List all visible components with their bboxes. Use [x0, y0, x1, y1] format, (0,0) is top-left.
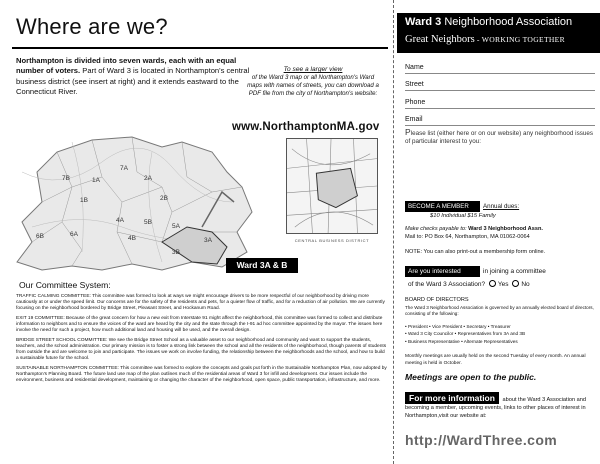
- issues-prompt-text: lease list (either here or on our website) any neighborhood issues of particular interest to you:: [405, 130, 594, 146]
- more-info-text: about the Ward 3 Association and becoming a member, upcoming events, links to other places of interest in Northampton,visit our website at:: [405, 397, 586, 420]
- ward-map: [12, 132, 257, 272]
- online-form-note: NOTE: You can also print-out a membership form online.: [405, 249, 546, 255]
- map-label-3b: 3B: [172, 249, 180, 256]
- no-label: No: [521, 281, 530, 288]
- membership-form: [397, 0, 600, 464]
- see-larger-body: of the Ward 3 map or all Northampton's Ward maps with names of streets, you can download a PDF file from the city of Northampton's website:: [247, 74, 379, 97]
- yes-checkbox[interactable]: [489, 280, 496, 287]
- street-label: Street: [405, 81, 424, 88]
- mail-to: Mail to: PO Box 64, Northampton, MA 01062-0064: [405, 234, 530, 240]
- email-label: Email: [405, 116, 423, 123]
- meetings-info: Monthly meetings are usually held on the second Tuesday of every month. An annual meeting is held in October.: [405, 354, 586, 366]
- ward-label: Ward 3: [405, 16, 442, 28]
- more-info-banner: For more information: [405, 392, 499, 404]
- committee-heading: Our Committee System:: [19, 280, 111, 290]
- name-field[interactable]: [405, 62, 595, 74]
- committee-interest: [405, 266, 595, 291]
- inset-caption: CENTRAL BUSINESS DISTRICT: [294, 238, 370, 243]
- great-neighbors: Great Neighbors: [405, 34, 475, 45]
- board-roles-row-3: • Business Representative • Alternate Representatives: [405, 338, 518, 344]
- map-label-6b: 6B: [36, 233, 44, 240]
- see-larger-title: To see a larger view: [283, 66, 343, 73]
- intro-bold: Northampton is divided into seven wards, each with an equal number of voters.: [16, 56, 237, 76]
- map-label-2b: 2B: [160, 195, 168, 202]
- board-description: The Ward 3 Neighborhood Association is governed by an annually elected board of directors, consisting of the following:: [405, 305, 594, 317]
- committee-system: [16, 280, 388, 388]
- city-website-link[interactable]: www.NorthamptonMA.gov: [232, 121, 380, 133]
- committee-traffic: TRAFFIC CALMING COMMITTEE: This committee was formed to look at ways we might encourage drivers to be more respectful of our neighborhood by driving more cautiously at or under the speed limit. Our concerns are for the safety of the residents and pets, for a quieter flow of traffic, and for a reduction of air pollution. We are currently focusing on the neighborhood bordered by Bridge Street, Pleasant Street, and Hockanum Road.: [16, 294, 385, 312]
- map-label-1a: 1A: [92, 177, 100, 184]
- committee-school: BRIDGE STREET SCHOOL COMMITTEE: We see the Bridge Street School as a valuable asset to our neighborhood and community and want to support the students, teachers, and the school administration. Our primary mission is to foster a strong link between the school and all the residents of the neighborhood, though parents of students from outside the ard are welcome to join and participate. The issues we work on involve funding, the relationship between the neighborhoods and the school, and how to build a sustainable future for the school.: [16, 337, 387, 362]
- street-field[interactable]: [405, 79, 595, 91]
- board-heading: BOARD OF DIRECTORS: [405, 297, 469, 303]
- business-district-inset-map: [286, 138, 378, 234]
- board-roles-row-1: • President • Vice President • Secretary • Treasurer: [405, 324, 511, 329]
- interest-banner: Are you interested: [405, 266, 480, 277]
- map-label-7b: 7B: [62, 175, 70, 182]
- perforation-line: [393, 0, 394, 464]
- payment-info: [405, 225, 595, 241]
- working-together: - WORKING TOGETHER: [474, 35, 565, 44]
- map-label-4b: 4B: [128, 235, 136, 242]
- map-label-5b: 5B: [144, 219, 152, 226]
- membership-fees: $10 Individual $15 Family: [430, 213, 496, 219]
- association-header: [397, 13, 600, 31]
- intro-rest: Part of Ward 3 is located in Northampton's central business district (see insert at right) and it extends eastward to the Connecticut River.: [16, 66, 250, 97]
- name-label: Name: [405, 64, 424, 71]
- map-label-5a: 5A: [172, 223, 180, 230]
- annual-dues-label: Annual dues:: [483, 203, 520, 210]
- interest-text: in joining a committee: [483, 268, 546, 275]
- tagline: [397, 31, 600, 53]
- open-to-public: Meetings are open to the public.: [405, 372, 537, 382]
- map-label-7a: 7A: [120, 165, 128, 172]
- ward-3ab-tag: Ward 3A & B: [226, 258, 298, 273]
- more-info: [405, 392, 595, 421]
- interest-question-text: of the Ward 3 Association?: [408, 281, 486, 288]
- no-checkbox[interactable]: [512, 280, 519, 287]
- see-larger-note: [244, 66, 382, 98]
- committee-exit19: EXIT 19 COMMITTEE: Because of the great concern for how a new exit from Interstate 91 might affect the neighborhood, this committee was formed to collect and distribute information to neighbors and to ensure the voices of the ward are heard by the city and the state through the I-91 ad hoc committee appointed by the mayor. The issues here involve the need for such a project, how much additional land and housing will be used, and the overall design.: [16, 315, 383, 334]
- email-field[interactable]: [405, 114, 595, 126]
- board-roles: [405, 323, 595, 345]
- phone-label: Phone: [405, 99, 426, 106]
- yes-label: Yes: [497, 281, 509, 288]
- board-roles-row-2: • Ward 3 City Councilor • Representatives from 3A and 3B: [405, 331, 526, 337]
- checks-payable-label: Make checks payable to:: [405, 226, 469, 232]
- become-member-banner: BECOME A MEMBER: [405, 201, 480, 212]
- map-label-2a: 2A: [144, 175, 152, 182]
- association-label: Neighborhood Association: [441, 16, 573, 28]
- map-label-3a: 3A: [204, 237, 212, 244]
- association-website-link[interactable]: http://WardThree.com: [405, 432, 558, 448]
- issues-prompt[interactable]: [405, 128, 595, 146]
- checks-payee: Ward 3 Neighborhood Assn.: [468, 226, 543, 232]
- map-label-1b: 1B: [80, 197, 88, 204]
- phone-field[interactable]: [405, 97, 595, 109]
- intro-text: [16, 56, 251, 98]
- map-label-4a: 4A: [116, 217, 124, 224]
- map-label-6a: 6A: [70, 231, 78, 238]
- issues-prompt-cap: P: [405, 127, 411, 137]
- committee-sustainable: SUSTAINABLE NORTHAMPTON COMMITTEE: This committee was formed to explore the concepts and goals put forth in the Sustainable Northampton Plan, now adopted by Northampton's Planning Board. The future land use map of the plan outlines much of the residential areas of Ward 3 for infill and development. Our issues include the environment, business and residential development, maintaining or changing the character of the neighborhood, open space, public transportation, infrastructure, and more.: [16, 365, 387, 383]
- interest-question: [408, 279, 530, 290]
- title-rule: [12, 47, 388, 49]
- page-title: Where are we?: [16, 14, 168, 39]
